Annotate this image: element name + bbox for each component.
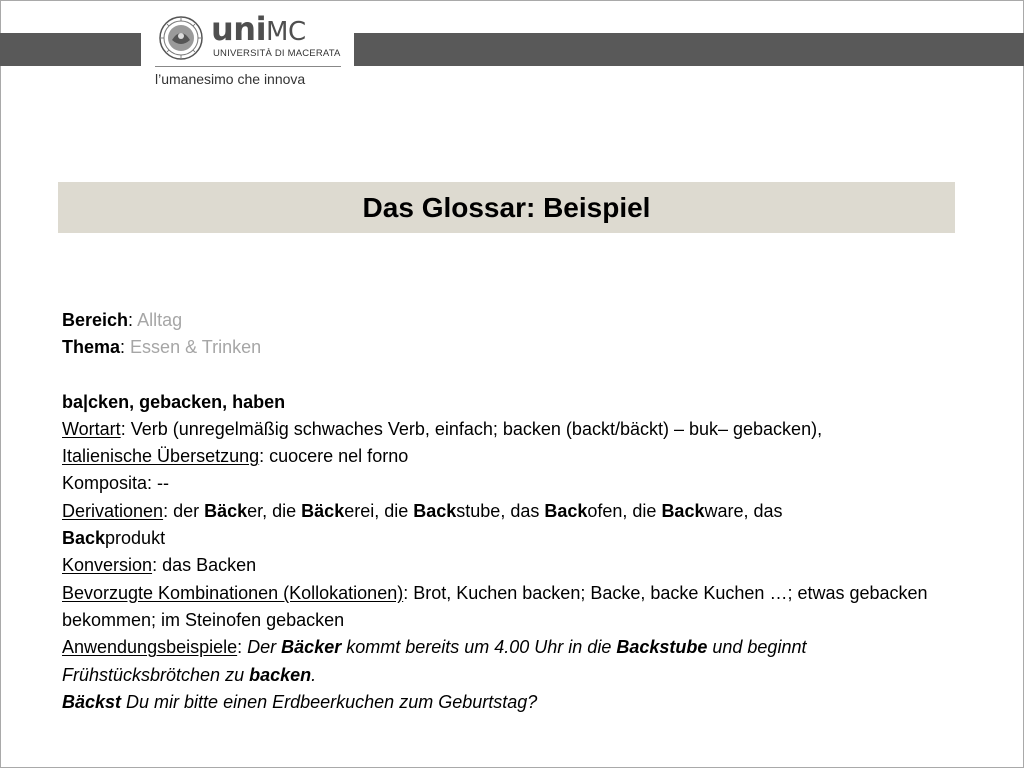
spacer bbox=[62, 362, 962, 389]
header-band-right bbox=[354, 33, 1024, 66]
bereich-line: Bereich: Alltag bbox=[62, 310, 183, 330]
derivationen-stem: Back bbox=[661, 500, 705, 521]
header-band-left bbox=[0, 33, 141, 66]
brand-wordmark bbox=[211, 10, 306, 48]
thema-value: Essen & Trinken bbox=[130, 337, 262, 358]
brand-mc: MC bbox=[266, 17, 306, 47]
uebersetzung-value: : cuocere nel forno bbox=[259, 446, 409, 467]
konversion-value: : das Backen bbox=[152, 555, 257, 576]
wortart-line bbox=[62, 416, 962, 443]
uebersetzung-label: Italienische Übersetzung bbox=[62, 446, 260, 467]
kollokationen-line bbox=[62, 580, 962, 635]
derivationen-text: erei, die bbox=[344, 500, 414, 521]
anwendung-text: kommt bereits um 4.00 Uhr in die bbox=[341, 637, 617, 658]
anwendung-stem: Bäcker bbox=[281, 637, 342, 658]
anwendung-text: . bbox=[311, 664, 317, 685]
derivationen-text: produkt bbox=[105, 528, 166, 549]
anwendung-text: und beginnt Frühstücksbrötchen zu bbox=[62, 637, 807, 685]
unimc-logo bbox=[151, 10, 345, 94]
beispiel2-stem: Bäckst bbox=[62, 691, 122, 712]
derivationen-text: ofen, die bbox=[587, 500, 662, 521]
derivationen-line bbox=[62, 498, 962, 553]
anwendung-text: : bbox=[237, 637, 248, 658]
title-banner bbox=[58, 182, 955, 233]
university-name: UNIVERSITÀ DI MACERATA bbox=[213, 48, 341, 59]
derivationen-text: stube, das bbox=[456, 500, 545, 521]
derivationen-text: er, die bbox=[247, 500, 302, 521]
logo-divider bbox=[155, 66, 341, 67]
university-seal-icon bbox=[159, 16, 203, 60]
wortart-label: Wortart bbox=[62, 418, 121, 439]
beispiel2-example bbox=[62, 692, 537, 712]
beispiel2-line bbox=[62, 689, 962, 716]
kollokationen-label: Bevorzugte Kombinationen (Kollokationen) bbox=[62, 582, 404, 603]
anwendung-line bbox=[62, 634, 962, 689]
wortart-value: : Verb (unregelmäßig schwaches Verb, einfach; backen (backt/bäckt) – buk– gebacken), bbox=[120, 418, 823, 439]
logo-tagline: l’umanesimo che innova bbox=[155, 71, 306, 87]
derivationen-stem: Back bbox=[413, 500, 457, 521]
derivationen-stem: Back bbox=[62, 528, 106, 549]
brand-uni: uni bbox=[211, 10, 267, 48]
kollokationen-value: : Brot, Kuchen backen; Backe, backe Kuchen …; etwas gebacken bekommen; im Steinofen gebacken bbox=[62, 582, 928, 630]
komposita-line: Komposita: -- bbox=[62, 473, 170, 494]
konversion-line bbox=[62, 552, 962, 579]
uebersetzung-line bbox=[62, 443, 962, 470]
derivationen-stem: Back bbox=[544, 500, 588, 521]
bereich-value: Alltag bbox=[137, 310, 183, 330]
anwendung-stem: backen bbox=[249, 664, 312, 685]
thema-label: Thema bbox=[62, 337, 121, 358]
glossary-content bbox=[62, 307, 962, 716]
anwendung-label: Anwendungsbeispiele bbox=[62, 637, 238, 658]
derivationen-stem: Bäck bbox=[204, 500, 248, 521]
headword: ba|cken, gebacken, haben bbox=[62, 391, 286, 412]
bereich-label: Bereich bbox=[62, 310, 129, 330]
derivationen-label: Derivationen bbox=[62, 500, 164, 521]
slide-title: Das Glossar: Beispiel bbox=[362, 191, 651, 223]
derivationen-text: ware, das bbox=[704, 500, 783, 521]
beispiel2-text: Du mir bitte einen Erdbeerkuchen zum Geburtstag? bbox=[121, 691, 538, 712]
derivationen-stem: Bäck bbox=[301, 500, 345, 521]
headword-line bbox=[62, 389, 962, 416]
konversion-label: Konversion bbox=[62, 555, 153, 576]
anwendung-stem: Backstube bbox=[616, 637, 708, 658]
anwendung-text: Der bbox=[247, 637, 282, 658]
derivationen-text: : der bbox=[163, 500, 205, 521]
thema-line: Thema: Essen & Trinken bbox=[62, 337, 262, 358]
